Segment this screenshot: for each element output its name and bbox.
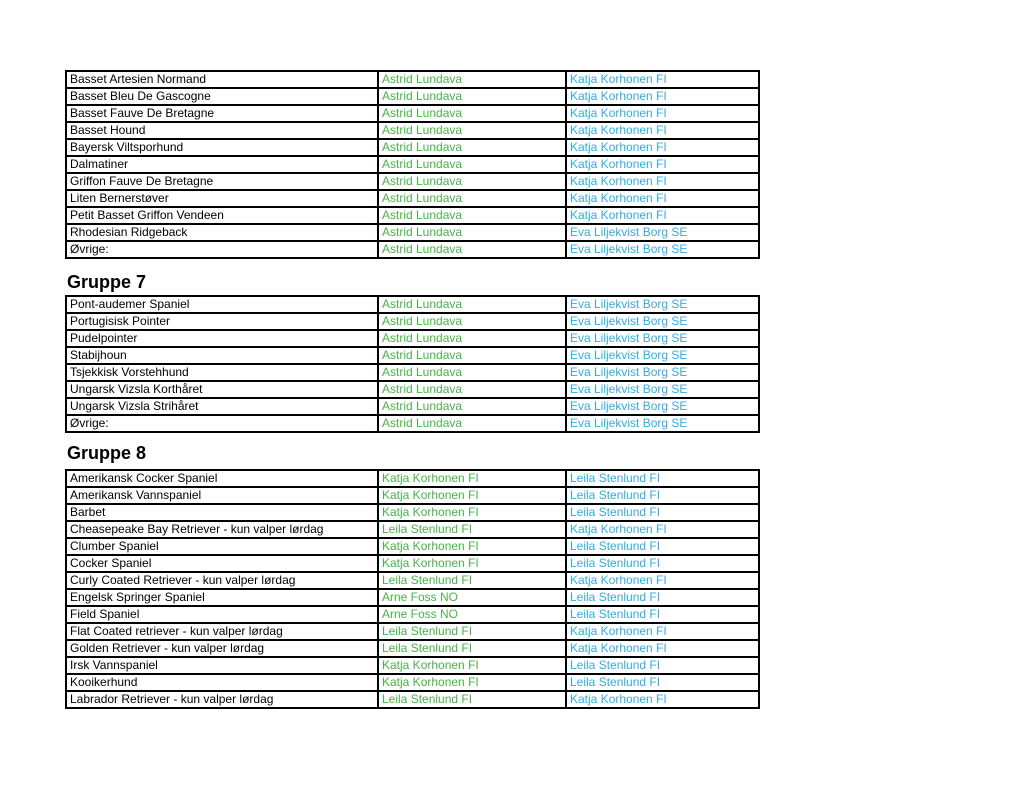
table-row — [66, 470, 759, 487]
judge1-cell: Leila Stenlund FI — [378, 623, 566, 640]
judge1-cell: Leila Stenlund FI — [378, 521, 566, 538]
judge2-cell: Leila Stenlund FI — [566, 504, 759, 521]
judge1-cell: Leila Stenlund FI — [378, 691, 566, 708]
table-row — [66, 589, 759, 606]
judge2-cell: Katja Korhonen FI — [566, 173, 759, 190]
judge1-cell: Astrid Lundava — [378, 364, 566, 381]
judge1-cell: Astrid Lundava — [378, 156, 566, 173]
table-row — [66, 139, 759, 156]
judge2-cell: Leila Stenlund FI — [566, 589, 759, 606]
breed-cell: Griffon Fauve De Bretagne — [66, 173, 378, 190]
judge2-cell: Katja Korhonen FI — [566, 105, 759, 122]
judge1-cell: Katja Korhonen FI — [378, 657, 566, 674]
judge2-cell: Eva Liljekvist Borg SE — [566, 381, 759, 398]
judge1-cell: Astrid Lundava — [378, 71, 566, 88]
judge2-cell: Katja Korhonen FI — [566, 190, 759, 207]
table-row — [66, 190, 759, 207]
judge2-cell: Eva Liljekvist Borg SE — [566, 347, 759, 364]
breed-cell: Cocker Spaniel — [66, 555, 378, 572]
judge2-cell: Katja Korhonen FI — [566, 521, 759, 538]
table-row — [66, 364, 759, 381]
judge2-cell: Eva Liljekvist Borg SE — [566, 224, 759, 241]
judge2-cell: Eva Liljekvist Borg SE — [566, 296, 759, 313]
breed-cell: Labrador Retriever - kun valper lørdag — [66, 691, 378, 708]
judge1-cell: Katja Korhonen FI — [378, 470, 566, 487]
breed-cell: Barbet — [66, 504, 378, 521]
breed-cell: Ungarsk Vizsla Strihåret — [66, 398, 378, 415]
table-row — [66, 381, 759, 398]
breed-judge-table-gruppe-8 — [65, 469, 760, 709]
table-row — [66, 691, 759, 708]
table-row — [66, 347, 759, 364]
judge1-cell: Astrid Lundava — [378, 330, 566, 347]
breed-cell: Pont-audemer Spaniel — [66, 296, 378, 313]
judge2-cell: Leila Stenlund FI — [566, 538, 759, 555]
breed-cell: Petit Basset Griffon Vendeen — [66, 207, 378, 224]
table-row — [66, 572, 759, 589]
judge2-cell: Katja Korhonen FI — [566, 139, 759, 156]
judge1-cell: Arne Foss NO — [378, 606, 566, 623]
judge1-cell: Astrid Lundava — [378, 105, 566, 122]
judge1-cell: Astrid Lundava — [378, 224, 566, 241]
judge2-cell: Katja Korhonen FI — [566, 122, 759, 139]
table-row — [66, 657, 759, 674]
judge2-cell: Eva Liljekvist Borg SE — [566, 364, 759, 381]
breed-cell: Irsk Vannspaniel — [66, 657, 378, 674]
judge1-cell: Astrid Lundava — [378, 241, 566, 258]
judge2-cell: Eva Liljekvist Borg SE — [566, 398, 759, 415]
judge1-cell: Astrid Lundava — [378, 296, 566, 313]
table-row — [66, 105, 759, 122]
table-row — [66, 674, 759, 691]
breed-cell: Curly Coated Retriever - kun valper lørdag — [66, 572, 378, 589]
judge2-cell: Katja Korhonen FI — [566, 156, 759, 173]
table-row — [66, 296, 759, 313]
judge1-cell: Astrid Lundava — [378, 347, 566, 364]
judge1-cell: Katja Korhonen FI — [378, 674, 566, 691]
judge2-cell: Katja Korhonen FI — [566, 640, 759, 657]
table-row — [66, 156, 759, 173]
judge1-cell: Astrid Lundava — [378, 122, 566, 139]
breed-cell: Amerikansk Cocker Spaniel — [66, 470, 378, 487]
breed-judge-table-gruppe-7 — [65, 295, 760, 433]
judge2-cell: Leila Stenlund FI — [566, 487, 759, 504]
judge1-cell: Katja Korhonen FI — [378, 487, 566, 504]
judge1-cell: Astrid Lundava — [378, 190, 566, 207]
judge2-cell: Katja Korhonen FI — [566, 572, 759, 589]
table-row — [66, 538, 759, 555]
table-row — [66, 504, 759, 521]
table-row — [66, 398, 759, 415]
breed-cell: Bayersk Viltsporhund — [66, 139, 378, 156]
judge2-cell: Leila Stenlund FI — [566, 657, 759, 674]
judge1-cell: Astrid Lundava — [378, 139, 566, 156]
judge2-cell: Leila Stenlund FI — [566, 674, 759, 691]
breed-cell: Tsjekkisk Vorstehhund — [66, 364, 378, 381]
judge1-cell: Astrid Lundava — [378, 207, 566, 224]
judge2-cell: Leila Stenlund FI — [566, 555, 759, 572]
breed-cell: Amerikansk Vannspaniel — [66, 487, 378, 504]
breed-cell: Portugisisk Pointer — [66, 313, 378, 330]
judge1-cell: Astrid Lundava — [378, 398, 566, 415]
breed-cell: Field Spaniel — [66, 606, 378, 623]
judge1-cell: Astrid Lundava — [378, 313, 566, 330]
breed-cell: Kooikerhund — [66, 674, 378, 691]
table-row — [66, 330, 759, 347]
table-row — [66, 555, 759, 572]
judge1-cell: Astrid Lundava — [378, 415, 566, 432]
judge2-cell: Katja Korhonen FI — [566, 207, 759, 224]
table-row — [66, 71, 759, 88]
breed-cell: Cheasepeake Bay Retriever - kun valper lørdag — [66, 521, 378, 538]
judge2-cell: Katja Korhonen FI — [566, 71, 759, 88]
table-row — [66, 122, 759, 139]
judge1-cell: Arne Foss NO — [378, 589, 566, 606]
table-row — [66, 224, 759, 241]
judge2-cell: Katja Korhonen FI — [566, 88, 759, 105]
breed-judge-table-top — [65, 70, 760, 259]
table-row — [66, 487, 759, 504]
breed-cell: Pudelpointer — [66, 330, 378, 347]
breed-cell: Basset Bleu De Gascogne — [66, 88, 378, 105]
breed-cell: Liten Bernerstøver — [66, 190, 378, 207]
breed-cell: Clumber Spaniel — [66, 538, 378, 555]
judge2-cell: Katja Korhonen FI — [566, 691, 759, 708]
breed-cell: Engelsk Springer Spaniel — [66, 589, 378, 606]
judge1-cell: Astrid Lundava — [378, 88, 566, 105]
table-row — [66, 173, 759, 190]
judge1-cell: Katja Korhonen FI — [378, 555, 566, 572]
table-row — [66, 415, 759, 432]
breed-cell: Basset Artesien Normand — [66, 71, 378, 88]
breed-cell: Øvrige: — [66, 241, 378, 258]
judge2-cell: Katja Korhonen FI — [566, 623, 759, 640]
table-row — [66, 623, 759, 640]
judge2-cell: Eva Liljekvist Borg SE — [566, 313, 759, 330]
judge2-cell: Eva Liljekvist Borg SE — [566, 241, 759, 258]
judge2-cell: Eva Liljekvist Borg SE — [566, 415, 759, 432]
judge1-cell: Astrid Lundava — [378, 381, 566, 398]
table-row — [66, 207, 759, 224]
breed-cell: Golden Retriever - kun valper lørdag — [66, 640, 378, 657]
table-row — [66, 521, 759, 538]
judge1-cell: Leila Stenlund FI — [378, 640, 566, 657]
judge1-cell: Katja Korhonen FI — [378, 538, 566, 555]
breed-cell: Stabijhoun — [66, 347, 378, 364]
judge2-cell: Eva Liljekvist Borg SE — [566, 330, 759, 347]
judge1-cell: Katja Korhonen FI — [378, 504, 566, 521]
section-heading-gruppe-8: Gruppe 8 — [67, 443, 147, 463]
table-row — [66, 313, 759, 330]
breed-cell: Flat Coated retriever - kun valper lørdag — [66, 623, 378, 640]
breed-cell: Dalmatiner — [66, 156, 378, 173]
breed-cell: Basset Fauve De Bretagne — [66, 105, 378, 122]
breed-cell: Øvrige: — [66, 415, 378, 432]
judge1-cell: Leila Stenlund FI — [378, 572, 566, 589]
breed-cell: Rhodesian Ridgeback — [66, 224, 378, 241]
breed-cell: Basset Hound — [66, 122, 378, 139]
table-row — [66, 640, 759, 657]
judge2-cell: Leila Stenlund FI — [566, 606, 759, 623]
judge1-cell: Astrid Lundava — [378, 173, 566, 190]
breed-cell: Ungarsk Vizsla Korthåret — [66, 381, 378, 398]
table-row — [66, 241, 759, 258]
table-row — [66, 88, 759, 105]
judge2-cell: Leila Stenlund FI — [566, 470, 759, 487]
section-heading-gruppe-7: Gruppe 7 — [67, 272, 147, 292]
table-row — [66, 606, 759, 623]
